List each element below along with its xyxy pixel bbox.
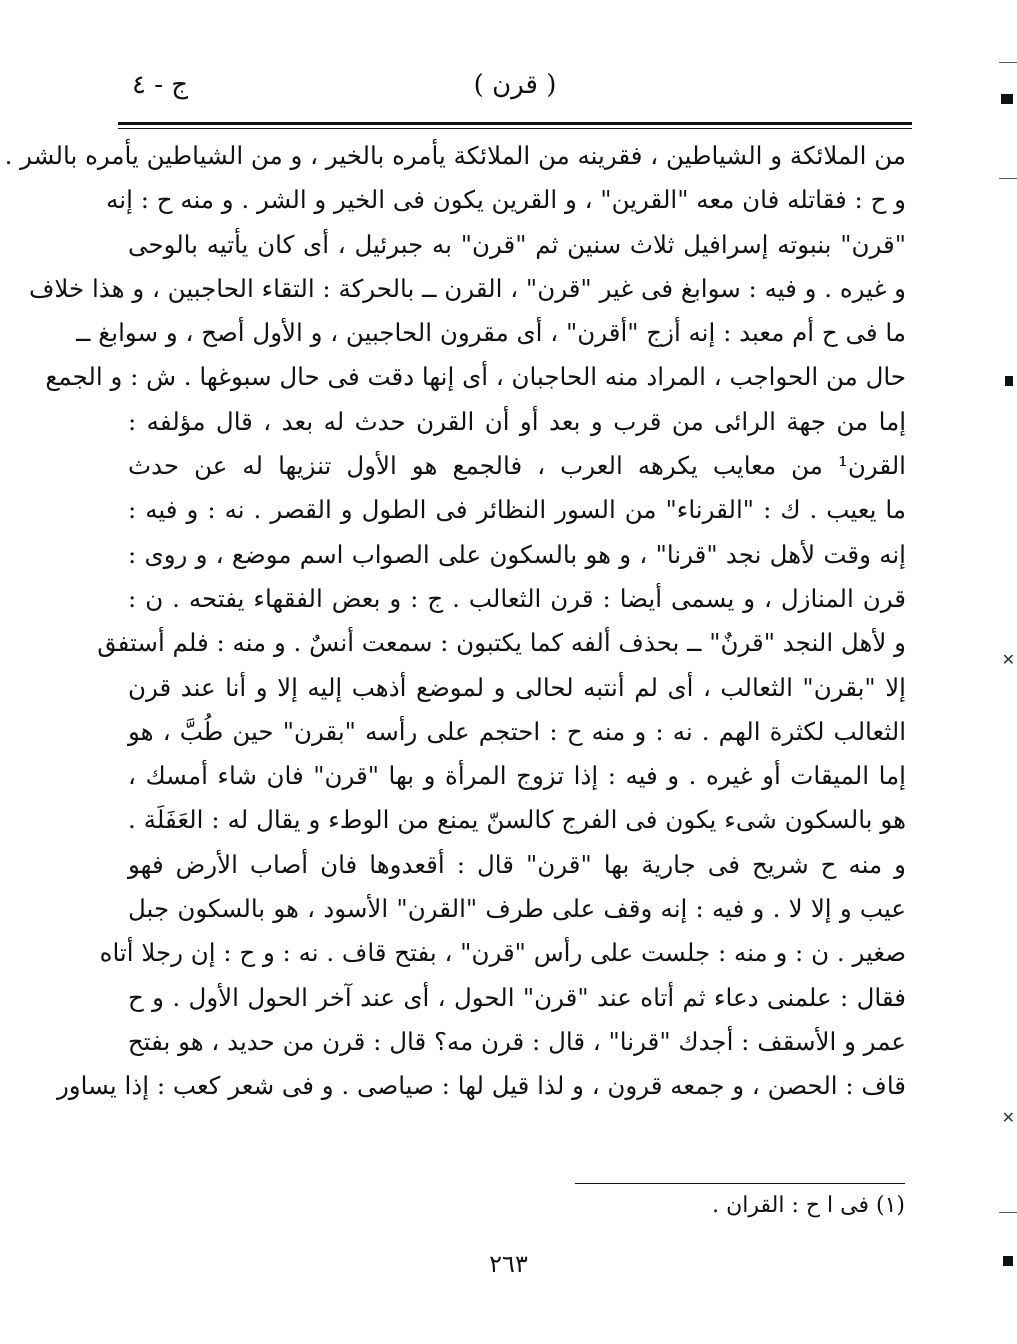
- scan-edge-tick: [999, 62, 1017, 63]
- footnote: (١) فى ا ح : القران .: [712, 1193, 905, 1218]
- scan-cross-mark: ✕: [1001, 650, 1015, 669]
- text-line: صغير . ن : و منه : جلست على رأس "قرن" ، بفتح قاف . نه : و ح : إن رجلا أتاه: [99, 938, 906, 968]
- scan-margin-mark: [1005, 376, 1013, 386]
- text-line: عيب و إلا لا . و فيه : إنه وقف على طرف "القرن" الأسود ، هو بالسكون جبل: [128, 894, 906, 924]
- text-line: إما من جهة الرائى من قرب و بعد أو أن القرن حدث له بعد ، قال مؤلفه :: [128, 406, 906, 436]
- scan-margin-mark: [1003, 1256, 1013, 1266]
- text-line: هو بالسكون شىء يكون فى الفرج كالسنّ يمنع من الوطء و يقال له : العَفَلَة .: [128, 805, 906, 835]
- footnote-rule: [575, 1183, 905, 1184]
- page-header: [120, 70, 910, 110]
- text-line: و غيره . و فيه : سوابغ فى غير "قرن" ، القرن ــ بالحركة : التقاء الحاجبين ، و هذا خلاف: [29, 273, 906, 303]
- text-line: إما الميقات أو غيره . و فيه : إذا تزوج المرأة و بها "قرن" فان شاء أمسك ،: [128, 761, 906, 791]
- text-line: حال من الحواجب ، المراد منه الحاجبان ، أى إنها دقت فى حال سبوغها . ش : و الجمع: [45, 362, 906, 392]
- text-line: و لأهل النجد "قرنٌ" ــ بحذف ألفه كما يكتبون : سمعت أنسٌ . و منه : فلم أستفق: [97, 628, 906, 658]
- scan-edge-tick: [999, 1212, 1017, 1213]
- page-number: ٢٦٣: [489, 1250, 528, 1278]
- text-line: و ح : فقاتله فان معه "القرين" ، و القرين يكون فى الخير و الشر . و منه ح : إنه: [106, 185, 906, 215]
- text-line: من الملائكة و الشياطين ، فقرينه من الملائكة يأمره بالخير ، و من الشياطين يأمره بالشر .: [4, 141, 906, 170]
- text-line: إنه وقت لأهل نجد "قرنا" ، و هو بالسكون على الصواب اسم موضع ، و روى :: [128, 539, 906, 569]
- text-line: و منه ح شريح فى جارية بها "قرن" قال : أقعدوها فان أصاب الأرض فهو: [128, 849, 906, 879]
- text-line: الثعالب لكثرة الهم . نه : و منه ح : احتجم على رأسه "بقرن" حين طُبَّ ، هو: [128, 716, 906, 746]
- entry-heading: ( قرن ): [473, 70, 557, 100]
- main-text: [4, 134, 906, 1109]
- scan-cross-mark: ✕: [1001, 1108, 1015, 1127]
- text-line: "قرن" بنبوته إسرافيل ثلاث سنين ثم "قرن" به جبرئيل ، أى كان يأتيه بالوحى: [128, 229, 906, 259]
- scan-edge-tick: [999, 178, 1017, 179]
- header-rule-thin: [118, 128, 912, 129]
- scan-margin-mark: [1001, 94, 1013, 104]
- text-line: قرن المنازل ، و يسمى أيضا : قرن الثعالب . ج : و بعض الفقهاء يفتحه . ن :: [128, 583, 906, 613]
- text-line: ما يعيب . ك : "القرناء" من السور النظائر فى الطول و القصر . نه : و فيه :: [128, 495, 906, 525]
- header-rule-thick: [118, 122, 912, 125]
- text-line: ما فى ح أم معبد : إنه أزج "أقرن" ، أى مقرون الحاجبين ، و الأول أصح ، و سوابغ ــ: [76, 318, 906, 348]
- text-line: فقال : علمنى دعاء ثم أتاه عند "قرن" الحول ، أى عند آخر الحول الأول . و ح: [128, 982, 906, 1012]
- text-line: عمر و الأسقف : أجدك "قرنا" ، قال : قرن مه؟ قال : قرن من حديد ، هو بفتح: [127, 1026, 906, 1056]
- text-line: إلا "بقرن" الثعالب ، أى لم أنتبه لحالى و لموضع أذهب إليه إلا و أنا عند قرن: [128, 672, 906, 702]
- text-line: القرن¹ من معايب يكرهه العرب ، فالجمع هو الأول تنزيها له عن حدث: [128, 451, 906, 481]
- text-line: قاف : الحصن ، و جمعه قرون ، و لذا قيل لها : صياصى . و فى شعر كعب : إذا يساور: [56, 1071, 906, 1101]
- volume-number: ج - ٤: [132, 70, 189, 100]
